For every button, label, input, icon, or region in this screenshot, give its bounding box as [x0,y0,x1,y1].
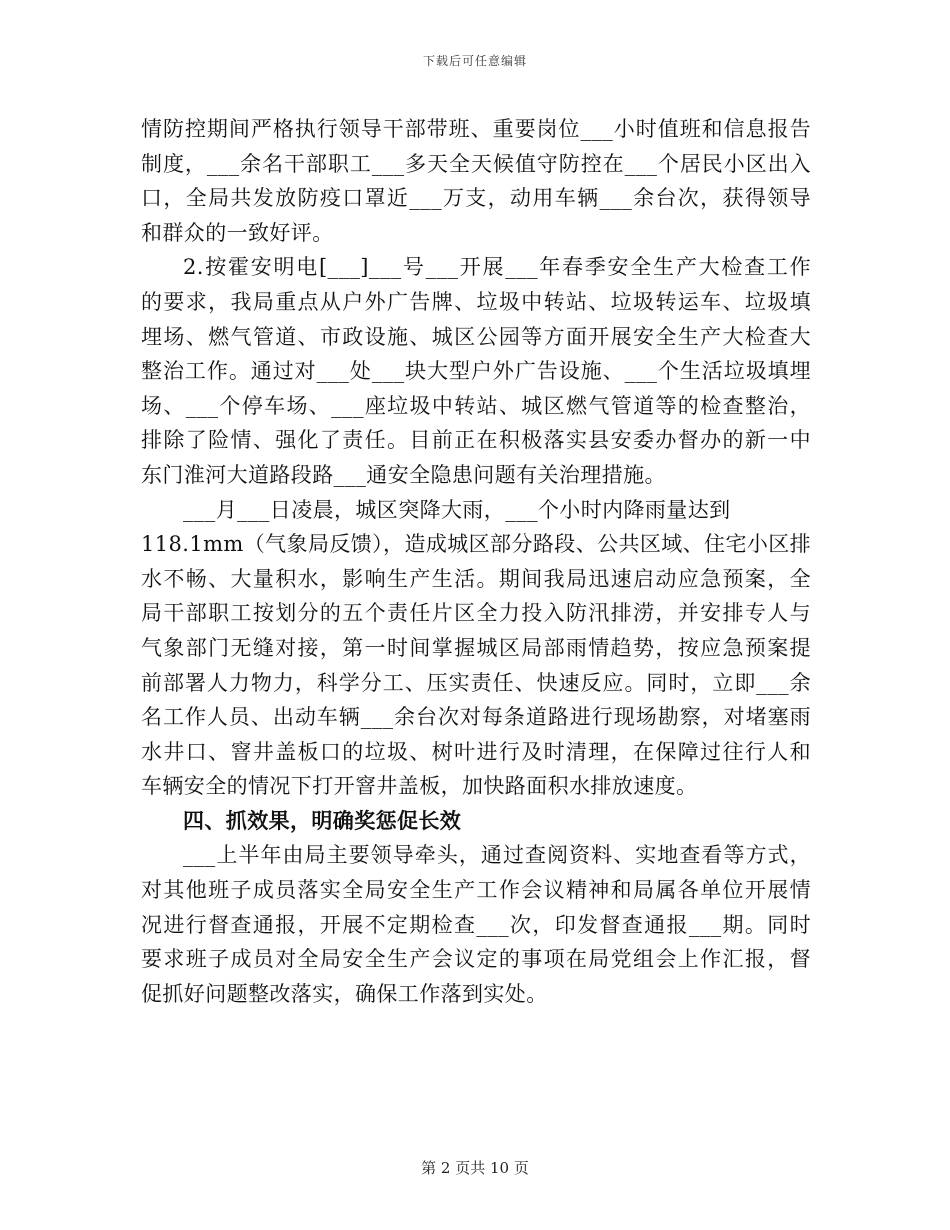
paragraph-line: 局干部职工按划分的五个责任片区全力投入防汛排涝，并安排专人与 [141,601,811,626]
paragraph-line: 对其他班子成员落实全局安全生产工作会议精神和局属各单位开展情 [141,878,811,903]
paragraph-line: 气象部门无缝对接，第一时间掌握城区局部雨情趋势，按应急预案提 [141,635,811,660]
document-body [141,112,811,1011]
paragraph-line: 口，全局共发放防疫口罩近___万支，动用车辆___余台次，获得领导 [141,186,811,211]
paragraph-line: 前部署人力物力，科学分工、压实责任、快速反应。同时，立即___余 [141,670,811,695]
paragraph-line: 促抓好问题整改落实，确保工作落到实处。 [141,981,548,1006]
paragraph-line: 制度，___余名干部职工___多天全天候值守防控在___个居民小区出入 [141,151,811,176]
paragraph-line: 和群众的一致好评。 [141,220,334,245]
paragraph-line: ___月___日凌晨，城区突降大雨，___个小时内降雨量达到 [183,497,731,522]
page-footer: 第 2 页共 10 页 [421,1159,529,1177]
paragraph-line: 情防控期间严格执行领导干部带班、重要岗位___小时值班和信息报告 [141,117,811,141]
paragraph-line: 水井口、窨井盖板口的垃圾、树叶进行及时清理，在保障过往行人和 [141,739,811,764]
paragraph-line: 整治工作。通过对___处___块大型户外广告设施、___个生活垃圾填埋 [141,359,811,384]
paragraph-line: ___上半年由局主要领导牵头，通过查阅资料、实地查看等方式， [183,843,811,868]
section-heading: 四、抓效果，明确奖惩促长效 [183,807,462,833]
paragraph-line: 的要求，我局重点从户外广告牌、垃圾中转站、垃圾转运车、垃圾填 [141,289,811,314]
page-header: 下载后可任意编辑 [422,54,527,68]
paragraph-line: 车辆安全的情况下打开窨井盖板，加快路面积水排放速度。 [141,774,698,799]
paragraph-line: 况进行督查通报，开展不定期检查___次，印发督查通报___期。同时 [141,912,811,937]
paragraph-line: 2.按霍安明电[___]___号___开展___年春季安全生产大检查工作 [183,255,811,280]
paragraph-line: 埋场、燃气管道、市政设施、城区公园等方面开展安全生产大检查大 [141,324,811,349]
paragraph-line: 名工作人员、出动车辆___余台次对每条道路进行现场勘察，对堵塞雨 [141,705,811,730]
paragraph-line: 要求班子成员对全局安全生产会议定的事项在局党组会上作汇报，督 [141,947,811,972]
paragraph-line: 场、___个停车场、___座垃圾中转站、城区燃气管道等的检查整治， [141,393,811,418]
paragraph-line: 118.1mm（气象局反馈），造成城区部分路段、公共区域、住宅小区排 [141,532,812,557]
paragraph-line: 水不畅、大量积水，影响生产生活。期间我局迅速启动应急预案，全 [141,566,811,591]
paragraph-line: 东门淮河大道路段路___通安全隐患问题有关治理措施。 [141,462,666,487]
paragraph-line: 排除了险情、强化了责任。目前正在积极落实县安委办督办的新一中 [141,428,811,453]
